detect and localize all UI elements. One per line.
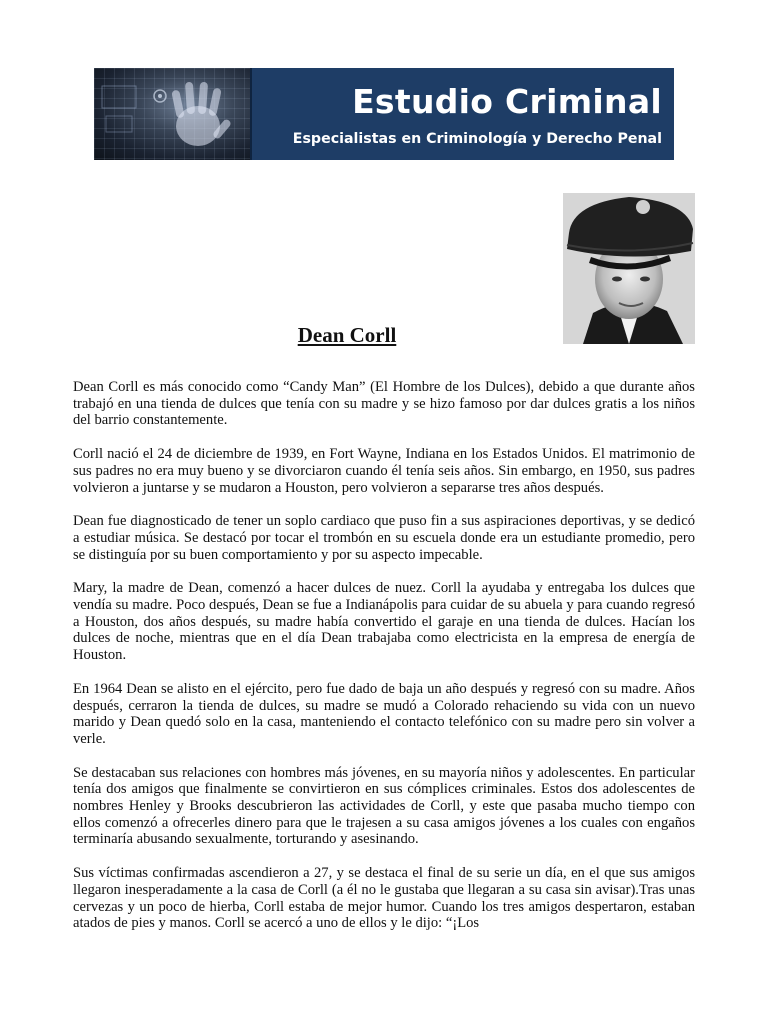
paragraph: Sus víctimas confirmadas ascendieron a 27, y se destaca el final de su serie un día, en el que sus amigos llegaron inesperadamente a la casa de Corll (a él no le gustaba que llegaran a su casa sin avisar).Tras unas cervezas y un poco de hierba, Corll estaba de mejor humor. Cuando los tres amigos despertaron, estaban atados de pies y manos. Corll se acercó a uno de ellos y le dijo: “¡Los bbox=[73, 865, 695, 932]
paragraph: Corll nació el 24 de diciembre de 1939, en Fort Wayne, Indiana en los Estados Unidos. El matrimonio de sus padres no era muy bueno y se divorciaron cuando él tenía seis años. Sin embargo, en 1950, sus padres volvieron a juntarse y se mudaron a Houston, pero volvieron a separarse tres años después. bbox=[73, 446, 695, 496]
banner-text-panel bbox=[250, 68, 674, 160]
paragraph: Mary, la madre de Dean, comenzó a hacer dulces de nuez. Corll la ayudaba y entregaba los dulces que vendía su madre. Poco después, Dean se fue a Indianápolis para cuidar de su abuela y para cuando regresó a Houston, dos años después, su madre había convertido el garaje en una tienda de dulces. Hacían los dulces de noche, mientras que en el día Dean trabajaba como electricista en la empresa de energía de Houston. bbox=[73, 580, 695, 664]
paragraph: Dean Corll es más conocido como “Candy Man” (El Hombre de los Dulces), debido a que durante años trabajó en una tienda de dulces que tenía con su madre y se hizo famoso por dar dulces gratis a los niños del barrio constantemente. bbox=[73, 379, 695, 429]
article-title: Dean Corll bbox=[297, 323, 397, 347]
site-subtitle: Especialistas en Criminología y Derecho Penal bbox=[292, 130, 662, 147]
portrait-photo bbox=[563, 193, 695, 344]
paragraph: Dean fue diagnosticado de tener un soplo cardiaco que puso fin a sus aspiraciones deportivas, y se dedicó a estudiar música. Se destacó por tocar el trombón en su escuela donde era un estudiante promedio, pero se distinguía por su buen comportamiento y por su aspecto impecable. bbox=[73, 513, 695, 563]
article-body bbox=[73, 379, 695, 949]
paragraph: En 1964 Dean se alisto en el ejército, pero fue dado de baja un año después y regresó con su madre. Años después, cerraron la tienda de dulces, su madre se mudó a Colorado rehaciendo su vida con un nuevo marido y Dean quedó solo en la casa, manteniendo el contacto telefónico con su madre pero sin volver a verle. bbox=[73, 680, 695, 747]
site-title: Estudio Criminal bbox=[352, 81, 662, 121]
paragraph: Se destacaban sus relaciones con hombres más jóvenes, en su mayoría niños y adolescentes. En particular tenía dos amigos que finalmente se convirtieron en sus cómplices criminales. Estos dos adolescentes de nombres Henley y Brooks descubrieron las actividades de Corll, y este que pasaba mucho tiempo con ellos comenzó a ofrecerles dinero para que le trajesen a su casa amigos jóvenes a los cuales con engaños terminaría abusando sexualmente, torturando y asesinando. bbox=[73, 764, 695, 848]
header-banner bbox=[94, 68, 674, 160]
handprint-icon bbox=[94, 68, 250, 160]
banner-hand-image bbox=[94, 68, 250, 160]
